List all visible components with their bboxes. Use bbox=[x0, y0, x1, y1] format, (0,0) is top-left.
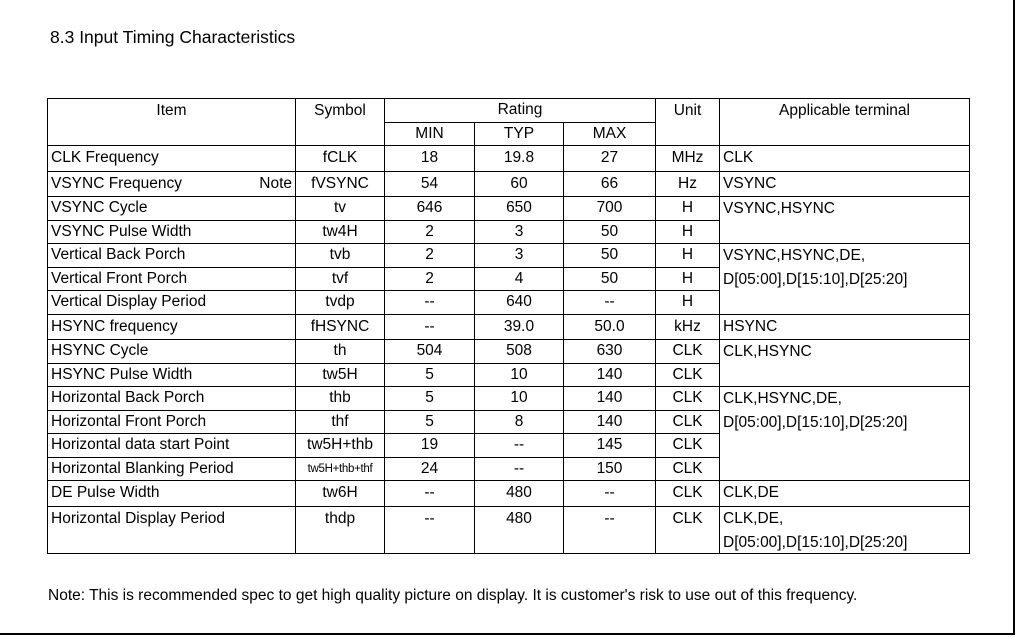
min-cell: 54 bbox=[385, 171, 475, 197]
typ-cell: 19.8 bbox=[475, 146, 564, 172]
min-cell: 2 bbox=[385, 244, 475, 268]
min-cell: 504 bbox=[385, 340, 475, 364]
item-cell bbox=[48, 171, 296, 197]
column-header-unit: Unit bbox=[656, 99, 720, 146]
terminal-text: D[05:00],D[15:10],D[25:20] bbox=[723, 414, 908, 431]
typ-cell: 4 bbox=[475, 267, 564, 291]
max-cell: 50.0 bbox=[564, 314, 656, 340]
table-row bbox=[48, 146, 970, 172]
max-cell: 140 bbox=[564, 410, 656, 434]
terminal-text: D[05:00],D[15:10],D[25:20] bbox=[723, 271, 908, 288]
terminal-text: HSYNC bbox=[723, 317, 778, 335]
max-cell: 140 bbox=[564, 363, 656, 387]
min-cell: 5 bbox=[385, 410, 475, 434]
max-cell: 145 bbox=[564, 434, 656, 458]
item-cell: Horizontal data start Point bbox=[48, 434, 296, 458]
terminal-cell bbox=[720, 171, 970, 197]
symbol-cell: tw6H bbox=[296, 481, 385, 507]
typ-cell: 60 bbox=[475, 171, 564, 197]
typ-cell: 3 bbox=[475, 220, 564, 244]
item-cell: VSYNC Cycle bbox=[48, 197, 296, 221]
item-cell: Horizontal Front Porch bbox=[48, 410, 296, 434]
typ-cell: 10 bbox=[475, 387, 564, 411]
footnote: Note: This is recommended spec to get high quality picture on display. It is customer's risk to use out of this frequency. bbox=[48, 587, 858, 604]
symbol-cell: fVSYNC bbox=[296, 171, 385, 197]
unit-cell: CLK bbox=[656, 506, 720, 553]
unit-cell: MHz bbox=[656, 146, 720, 172]
symbol-cell: tv bbox=[296, 197, 385, 221]
unit-cell: CLK bbox=[656, 340, 720, 364]
table-row bbox=[48, 340, 970, 364]
unit-cell: kHz bbox=[656, 314, 720, 340]
max-cell: 50 bbox=[564, 220, 656, 244]
min-cell: -- bbox=[385, 506, 475, 553]
table-row bbox=[48, 387, 970, 411]
item-cell: Horizontal Back Porch bbox=[48, 387, 296, 411]
symbol-cell: fCLK bbox=[296, 146, 385, 172]
max-cell: 50 bbox=[564, 267, 656, 291]
table-row bbox=[48, 171, 970, 197]
min-cell: 18 bbox=[385, 146, 475, 172]
max-cell: -- bbox=[564, 506, 656, 553]
column-header-symbol: Symbol bbox=[296, 99, 385, 146]
terminal-cell bbox=[720, 340, 970, 387]
typ-cell: 640 bbox=[475, 291, 564, 315]
terminal-cell bbox=[720, 481, 970, 507]
timing-table bbox=[47, 98, 970, 554]
item-cell: CLK Frequency bbox=[48, 146, 296, 172]
item-cell: HSYNC frequency bbox=[48, 314, 296, 340]
typ-cell: -- bbox=[475, 434, 564, 458]
unit-cell: CLK bbox=[656, 387, 720, 411]
typ-cell: 480 bbox=[475, 481, 564, 507]
terminal-cell bbox=[720, 387, 970, 481]
terminal-cell bbox=[720, 506, 970, 553]
unit-cell: Hz bbox=[656, 171, 720, 197]
min-cell: 2 bbox=[385, 267, 475, 291]
table-row bbox=[48, 506, 970, 553]
max-cell: -- bbox=[564, 291, 656, 315]
table-row bbox=[48, 197, 970, 221]
typ-cell: 3 bbox=[475, 244, 564, 268]
item-cell: Vertical Back Porch bbox=[48, 244, 296, 268]
unit-cell: H bbox=[656, 267, 720, 291]
symbol-cell: tw5H+thb bbox=[296, 434, 385, 458]
min-cell: 24 bbox=[385, 457, 475, 481]
unit-cell: CLK bbox=[656, 434, 720, 458]
terminal-text: VSYNC,HSYNC bbox=[723, 200, 835, 217]
terminal-text: VSYNC,HSYNC,DE, bbox=[723, 247, 866, 264]
symbol-cell: fHSYNC bbox=[296, 314, 385, 340]
unit-cell: H bbox=[656, 197, 720, 221]
section-heading: 8.3 Input Timing Characteristics bbox=[50, 27, 296, 47]
column-header-rating: Rating bbox=[385, 99, 656, 123]
item-cell: Vertical Front Porch bbox=[48, 267, 296, 291]
unit-cell: H bbox=[656, 220, 720, 244]
terminal-text: CLK,HSYNC bbox=[723, 343, 812, 360]
max-cell: -- bbox=[564, 481, 656, 507]
symbol-cell: tvf bbox=[296, 267, 385, 291]
typ-cell: -- bbox=[475, 457, 564, 481]
min-cell: -- bbox=[385, 481, 475, 507]
column-header-max: MAX bbox=[564, 122, 656, 146]
item-cell: HSYNC Cycle bbox=[48, 340, 296, 364]
table-row bbox=[48, 244, 970, 268]
item-cell: Vertical Display Period bbox=[48, 291, 296, 315]
table-row bbox=[48, 314, 970, 340]
column-header-typ: TYP bbox=[475, 122, 564, 146]
max-cell: 700 bbox=[564, 197, 656, 221]
max-cell: 630 bbox=[564, 340, 656, 364]
column-header-item: Item bbox=[48, 99, 296, 146]
item-cell: VSYNC Pulse Width bbox=[48, 220, 296, 244]
min-cell: 19 bbox=[385, 434, 475, 458]
min-cell: -- bbox=[385, 291, 475, 315]
symbol-cell: thb bbox=[296, 387, 385, 411]
item-cell: DE Pulse Width bbox=[48, 481, 296, 507]
terminal-cell bbox=[720, 197, 970, 244]
unit-cell: CLK bbox=[656, 363, 720, 387]
typ-cell: 39.0 bbox=[475, 314, 564, 340]
item-label: VSYNC Frequency bbox=[51, 174, 182, 192]
symbol-cell: tw4H bbox=[296, 220, 385, 244]
column-header-terminal: Applicable terminal bbox=[720, 99, 970, 146]
unit-cell: CLK bbox=[656, 481, 720, 507]
symbol-cell: thf bbox=[296, 410, 385, 434]
terminal-text: CLK,HSYNC,DE, bbox=[723, 390, 842, 407]
typ-cell: 480 bbox=[475, 506, 564, 553]
unit-cell: CLK bbox=[656, 410, 720, 434]
symbol-text: tw5H+thb+thf bbox=[307, 463, 373, 476]
symbol-cell: tvb bbox=[296, 244, 385, 268]
min-cell: 5 bbox=[385, 387, 475, 411]
typ-cell: 650 bbox=[475, 197, 564, 221]
typ-cell: 508 bbox=[475, 340, 564, 364]
unit-cell: H bbox=[656, 291, 720, 315]
terminal-text: D[05:00],D[15:10],D[25:20] bbox=[723, 533, 908, 551]
max-cell: 27 bbox=[564, 146, 656, 172]
min-cell: 2 bbox=[385, 220, 475, 244]
item-cell: HSYNC Pulse Width bbox=[48, 363, 296, 387]
symbol-cell bbox=[296, 457, 385, 481]
terminal-cell bbox=[720, 244, 970, 315]
terminal-text: CLK bbox=[723, 149, 754, 166]
terminal-cell bbox=[720, 146, 970, 172]
unit-cell: CLK bbox=[656, 457, 720, 481]
note-tag: Note bbox=[259, 174, 292, 192]
max-cell: 50 bbox=[564, 244, 656, 268]
typ-cell: 10 bbox=[475, 363, 564, 387]
min-cell: 646 bbox=[385, 197, 475, 221]
min-cell: 5 bbox=[385, 363, 475, 387]
table-header-row bbox=[48, 99, 970, 123]
symbol-cell: tvdp bbox=[296, 291, 385, 315]
column-header-min: MIN bbox=[385, 122, 475, 146]
symbol-cell: tw5H bbox=[296, 363, 385, 387]
terminal-text: CLK,DE bbox=[723, 484, 780, 501]
max-cell: 66 bbox=[564, 171, 656, 197]
max-cell: 140 bbox=[564, 387, 656, 411]
symbol-cell: thdp bbox=[296, 506, 385, 553]
table-row bbox=[48, 481, 970, 507]
symbol-cell: th bbox=[296, 340, 385, 364]
unit-cell: H bbox=[656, 244, 720, 268]
item-cell: Horizontal Blanking Period bbox=[48, 457, 296, 481]
min-cell: -- bbox=[385, 314, 475, 340]
terminal-text: CLK,DE, bbox=[723, 509, 784, 527]
terminal-text: VSYNC bbox=[723, 174, 777, 192]
item-cell: Horizontal Display Period bbox=[48, 506, 296, 553]
terminal-cell bbox=[720, 314, 970, 340]
typ-cell: 8 bbox=[475, 410, 564, 434]
max-cell: 150 bbox=[564, 457, 656, 481]
